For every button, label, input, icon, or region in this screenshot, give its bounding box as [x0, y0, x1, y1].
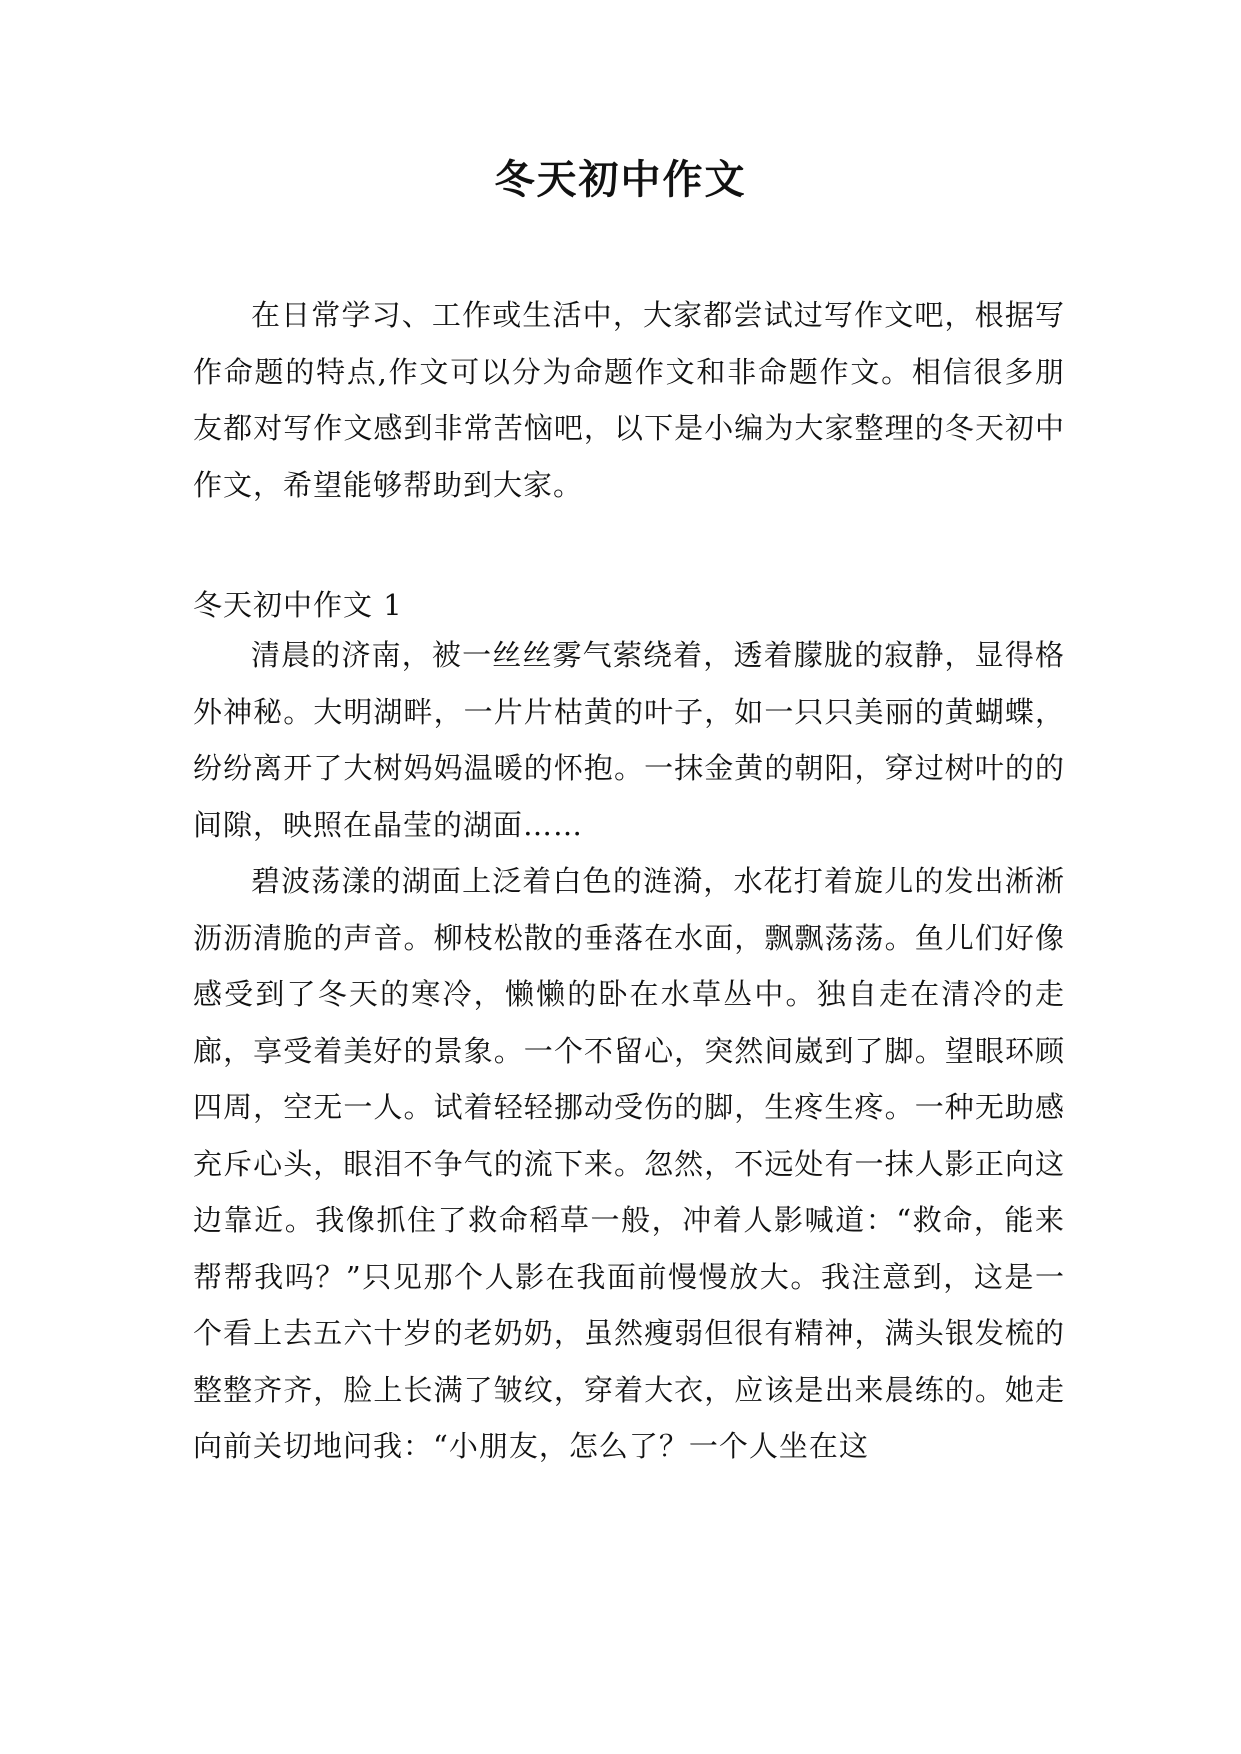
essay-body	[193, 627, 1065, 1475]
section-heading: 冬天初中作文 1	[193, 588, 403, 622]
essay-paragraph-1: 清晨的济南，被一丝丝雾气萦绕着，透着朦胧的寂静，显得格外神秘。大明湖畔，一片片枯黄的叶子，如一只只美丽的黄蝴蝶，纷纷离开了大树妈妈温暖的怀抱。一抹金黄的朝阳，穿过树叶的的间隙，映照在晶莹的湖面……	[193, 638, 1065, 842]
intro-block	[193, 287, 1065, 513]
intro-paragraph: 在日常学习、工作或生活中，大家都尝试过写作文吧，根据写作命题的特点,作文可以分为命题作文和非命题作文。相信很多朋友都对写作文感到非常苦恼吧，以下是小编为大家整理的冬天初中作文，希望能够帮助到大家。	[193, 298, 1065, 502]
document-title: 冬天初中作文	[494, 156, 747, 203]
essay-paragraph-2: 碧波荡漾的湖面上泛着白色的涟漪，水花打着旋儿的发出淅淅沥沥清脆的声音。柳枝松散的垂落在水面，飘飘荡荡。鱼儿们好像感受到了冬天的寒冷，懒懒的卧在水草丛中。独自走在清冷的走廊，享受着美好的景象。一个不留心，突然间崴到了脚。望眼环顾四周，空无一人。试着轻轻挪动受伤的脚，生疼生疼。一种无助感充斥心头，眼泪不争气的流下来。忽然，不远处有一抹人影正向这边靠近。我像抓住了救命稻草一般，冲着人影喊道：“救命，能来帮帮我吗？”只见那个人影在我面前慢慢放大。我注意到，这是一个看上去五六十岁的老奶奶，虽然瘦弱但很有精神，满头银发梳的整整齐齐，脸上长满了皱纹，穿着大衣，应该是出来晨练的。她走向前关切地问我：“小朋友，怎么了？一个人坐在这	[193, 864, 1065, 1463]
